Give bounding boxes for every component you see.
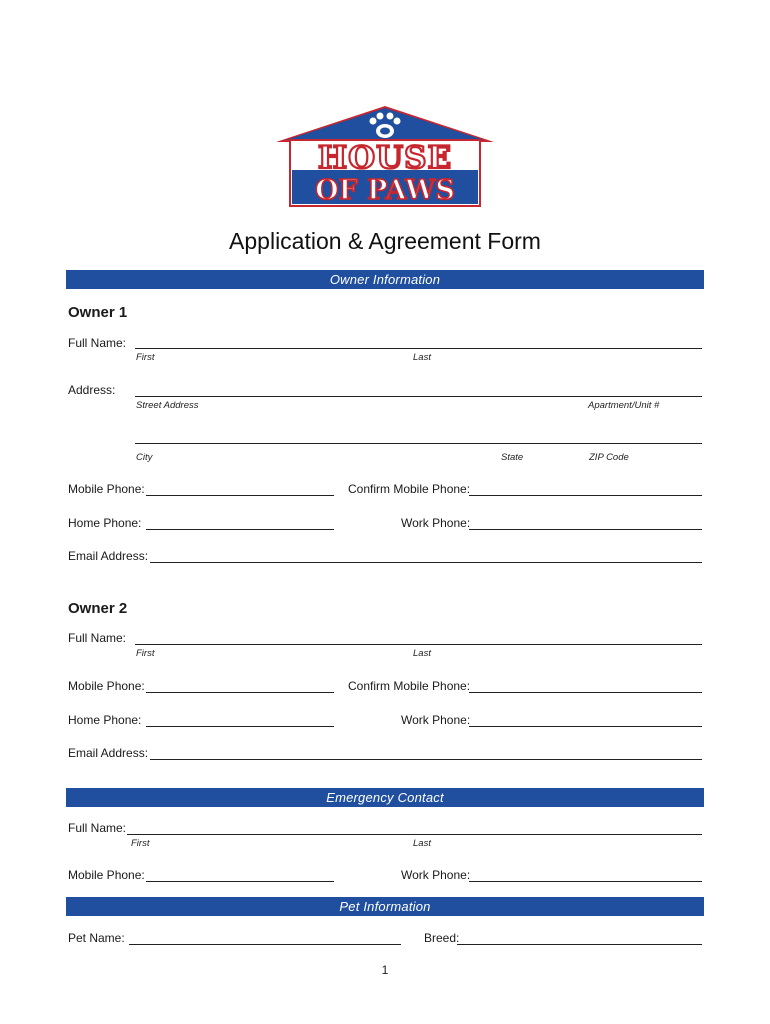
owner1-full-name-label: Full Name: xyxy=(68,336,127,350)
svg-text:OF PAWS: OF PAWS xyxy=(315,175,455,206)
owner1-home-field[interactable] xyxy=(146,529,334,530)
owner1-home-label: Home Phone: xyxy=(68,516,142,530)
emergency-contact-header xyxy=(66,788,704,807)
apartment-caption: Apartment/Unit # xyxy=(588,400,660,411)
first-caption: First xyxy=(131,838,150,849)
last-caption: Last xyxy=(413,838,431,849)
section-label: Pet Information xyxy=(339,899,431,914)
breed-label: Breed: xyxy=(424,931,460,945)
owner2-confirm-mobile-label: Confirm Mobile Phone: xyxy=(348,679,471,693)
section-label: Emergency Contact xyxy=(326,790,444,805)
owner2-work-field[interactable] xyxy=(469,726,702,727)
first-caption: First xyxy=(136,352,155,363)
owner1-email-field[interactable] xyxy=(150,562,702,563)
house-of-paws-logo xyxy=(276,104,494,210)
owner1-city-state-zip-field[interactable] xyxy=(135,443,702,444)
logo-graphic xyxy=(276,104,494,210)
emergency-mobile-field[interactable] xyxy=(146,881,334,882)
last-caption: Last xyxy=(413,648,431,659)
emergency-mobile-label: Mobile Phone: xyxy=(68,868,145,882)
owner2-confirm-mobile-field[interactable] xyxy=(469,692,702,693)
emergency-full-name-label: Full Name: xyxy=(68,821,127,835)
owner2-email-label: Email Address: xyxy=(68,746,149,760)
owner2-email-field[interactable] xyxy=(150,759,702,760)
owner1-email-label: Email Address: xyxy=(68,549,149,563)
pet-name-field[interactable] xyxy=(129,944,401,945)
breed-field[interactable] xyxy=(457,944,702,945)
owner2-mobile-field[interactable] xyxy=(146,692,334,693)
owner2-mobile-label: Mobile Phone: xyxy=(68,679,145,693)
street-caption: Street Address xyxy=(136,400,199,411)
zip-caption: ZIP Code xyxy=(589,452,629,463)
state-caption: State xyxy=(501,452,524,463)
owner1-heading: Owner 1 xyxy=(68,304,128,321)
owner1-full-name-field[interactable] xyxy=(135,348,702,349)
owner1-mobile-label: Mobile Phone: xyxy=(68,482,145,496)
first-caption: First xyxy=(136,648,155,659)
svg-text:HOUSE: HOUSE xyxy=(317,140,453,176)
owner2-heading: Owner 2 xyxy=(68,600,128,617)
owner1-address-label: Address: xyxy=(68,383,116,397)
owner1-work-label: Work Phone: xyxy=(401,516,471,530)
owner2-full-name-field[interactable] xyxy=(135,644,702,645)
owner2-home-label: Home Phone: xyxy=(68,713,142,727)
emergency-full-name-field[interactable] xyxy=(127,834,702,835)
owner2-full-name-label: Full Name: xyxy=(68,631,127,645)
owner1-confirm-mobile-field[interactable] xyxy=(469,495,702,496)
owner1-mobile-field[interactable] xyxy=(146,495,334,496)
pet-information-header xyxy=(66,897,704,916)
owner2-home-field[interactable] xyxy=(146,726,334,727)
emergency-work-label: Work Phone: xyxy=(401,868,471,882)
city-caption: City xyxy=(136,452,153,463)
last-caption: Last xyxy=(413,352,431,363)
owner-information-header xyxy=(66,270,704,289)
emergency-work-field[interactable] xyxy=(469,881,702,882)
page-number: 1 xyxy=(381,963,389,977)
pet-name-label: Pet Name: xyxy=(68,931,125,945)
owner1-street-field[interactable] xyxy=(135,396,702,397)
page-title: Application & Agreement Form xyxy=(229,228,541,254)
owner1-work-field[interactable] xyxy=(469,529,702,530)
section-label: Owner Information xyxy=(329,272,441,287)
owner1-confirm-mobile-label: Confirm Mobile Phone: xyxy=(348,482,471,496)
owner2-work-label: Work Phone: xyxy=(401,713,471,727)
